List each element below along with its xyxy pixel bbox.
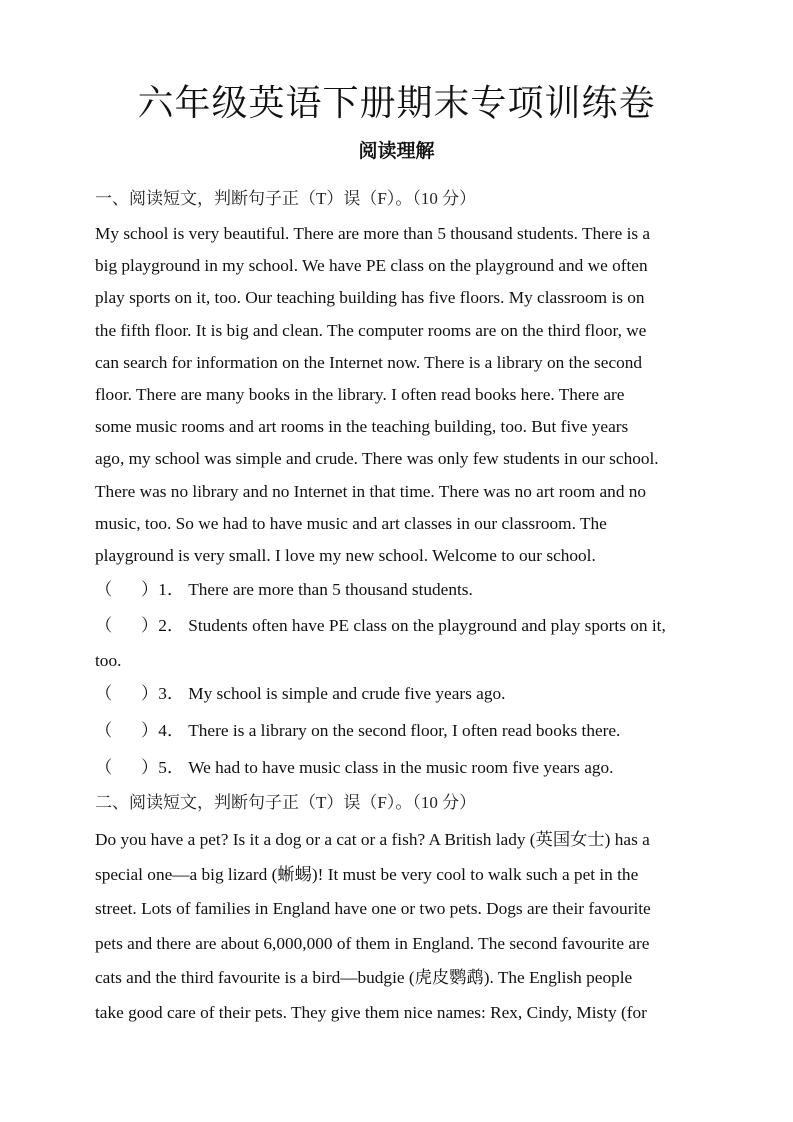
- passage-line: cats and the third favourite is a bird—budgie (虎皮鹦鹉). The English people: [95, 968, 633, 987]
- section2-heading: 二、阅读短文，判断句子正（T）误（F）。（10 分）: [95, 793, 477, 812]
- question-text: There is a library on the second floor, I often read books there.: [188, 721, 621, 740]
- answer-blank-close: ）: [141, 758, 159, 777]
- answer-blank-close: ）: [141, 721, 159, 740]
- passage-line: floor. There are many books in the library. I often read books here. There are: [95, 384, 625, 404]
- document-subtitle: 阅读理解: [358, 140, 435, 162]
- passage-line: big playground in my school. We have PE class on the playground and we often: [95, 256, 648, 276]
- section1-passage: [95, 218, 710, 572]
- answer-blank-close: ）: [141, 616, 159, 635]
- question-4: [95, 719, 620, 743]
- answer-blank-open[interactable]: （: [95, 758, 113, 777]
- question-3: [95, 682, 505, 706]
- question-1: [95, 578, 473, 602]
- question-text: We had to have music class in the music room five years ago.: [188, 758, 614, 777]
- answer-blank-open[interactable]: （: [95, 616, 113, 635]
- passage-line: the fifth floor. It is big and clean. The computer rooms are on the third floor, we: [95, 320, 647, 340]
- passage-line: special one—a big lizard (蜥蜴)! It must be very cool to walk such a pet in the: [95, 864, 639, 884]
- question-2: [95, 614, 666, 638]
- passage-line: playground is very small. I love my new school. Welcome to our school.: [95, 545, 596, 565]
- passage-line: Do you have a pet? Is it a dog or a cat or a fish? A British lady (英国女士) has a: [95, 830, 650, 849]
- document-title: 六年级英语下册期末专项训练卷: [137, 83, 656, 124]
- question-number: 4．: [158, 721, 185, 740]
- section1-heading: 一、阅读短文，判断句子正（T）误（F）。（10 分）: [95, 189, 477, 208]
- passage-line: street. Lots of families in England have one or two pets. Dogs are their favourite: [95, 899, 651, 918]
- answer-blank-open[interactable]: （: [95, 721, 113, 740]
- section2-passage: [95, 823, 710, 1030]
- question-number: 3．: [158, 684, 185, 703]
- question-number: 5．: [158, 758, 185, 777]
- answer-blank-close: ）: [141, 580, 159, 599]
- question-text: Students often have PE class on the playground and play sports on it,: [188, 616, 666, 635]
- passage-line: some music rooms and art rooms in the teaching building, too. But five years: [95, 417, 629, 437]
- question-2-continuation: too.: [95, 651, 122, 670]
- answer-blank-open[interactable]: （: [95, 580, 113, 599]
- passage-line: There was no library and no Internet in that time. There was no art room and no: [95, 481, 647, 501]
- question-number: 2．: [158, 616, 185, 635]
- question-5: [95, 756, 613, 780]
- question-text: There are more than 5 thousand students.: [188, 580, 473, 599]
- passage-line: ago, my school was simple and crude. There was only few students in our school.: [95, 449, 659, 469]
- passage-line: music, too. So we had to have music and art classes in our classroom. The: [95, 513, 607, 533]
- passage-line: can search for information on the Internet now. There is a library on the second: [95, 352, 643, 372]
- passage-line: My school is very beautiful. There are more than 5 thousand students. There is a: [95, 224, 651, 243]
- question-text: My school is simple and crude five years ago.: [188, 684, 506, 703]
- question-number: 1．: [158, 580, 185, 599]
- passage-line: pets and there are about 6,000,000 of them in England. The second favourite are: [95, 933, 650, 953]
- passage-line: play sports on it, too. Our teaching building has five floors. My classroom is on: [95, 288, 645, 308]
- answer-blank-open[interactable]: （: [95, 684, 113, 703]
- answer-blank-close: ）: [141, 684, 159, 703]
- passage-line: take good care of their pets. They give them nice names: Rex, Cindy, Misty (for: [95, 1002, 647, 1022]
